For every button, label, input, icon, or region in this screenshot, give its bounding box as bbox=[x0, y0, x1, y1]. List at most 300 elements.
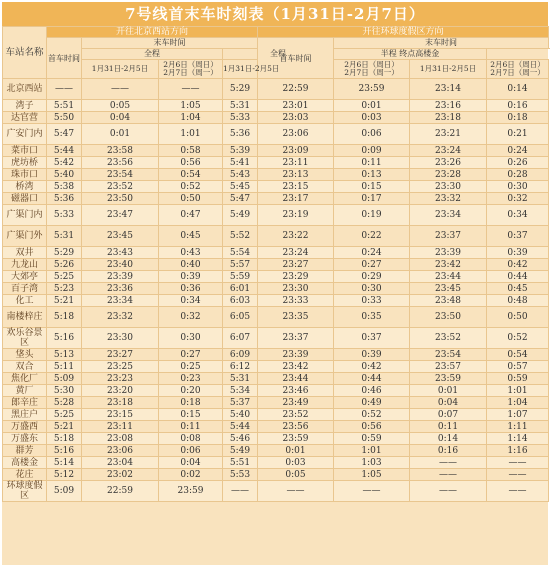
east-last-full-b: 0:44 bbox=[334, 373, 410, 385]
west-last-full-a: 23:39 bbox=[82, 271, 159, 283]
table-row bbox=[3, 295, 549, 307]
west-last-full-a: 23:50 bbox=[82, 193, 159, 205]
direction-west-header: 开往北京西站方向 bbox=[47, 27, 258, 38]
east-last-half-a: 23:48 bbox=[410, 295, 487, 307]
table-row bbox=[3, 169, 549, 181]
direction-east-header: 开往环球度假区方向 bbox=[258, 27, 549, 38]
east-last-full-a: 23:11 bbox=[258, 157, 334, 169]
east-first-train: 5:52 bbox=[223, 226, 258, 247]
west-last-full-a: 23:02 bbox=[82, 469, 159, 481]
west-last-full-a: 23:27 bbox=[82, 349, 159, 361]
table-row bbox=[3, 469, 549, 481]
east-first-train: 5:49 bbox=[223, 445, 258, 457]
east-first-train: 5:47 bbox=[223, 193, 258, 205]
east-last-full-b: 0:35 bbox=[334, 307, 410, 328]
west-first-train: 5:36 bbox=[47, 193, 82, 205]
west-first-train: 5:13 bbox=[47, 349, 82, 361]
east-last-half-b: —— bbox=[487, 469, 549, 481]
west-last-full-b: 0:27 bbox=[159, 349, 223, 361]
east-first-train: 6:03 bbox=[223, 295, 258, 307]
east-first-train: 5:40 bbox=[223, 409, 258, 421]
west-last-full-b: 0:06 bbox=[159, 445, 223, 457]
west-last-full-a: 0:04 bbox=[82, 112, 159, 124]
station-name: 九龙山 bbox=[3, 259, 47, 271]
east-first-train: 5:45 bbox=[223, 181, 258, 193]
east-last-full-b: 1:05 bbox=[334, 469, 410, 481]
east-last-full-a: 23:27 bbox=[258, 259, 334, 271]
east-last-half-a: 23:37 bbox=[410, 226, 487, 247]
east-last-half-a: 23:30 bbox=[410, 181, 487, 193]
west-last-full-b: 0:40 bbox=[159, 259, 223, 271]
west-last-full-a: 23:45 bbox=[82, 226, 159, 247]
east-last-half-b: 1:11 bbox=[487, 421, 549, 433]
east-last-half-b: 0:18 bbox=[487, 112, 549, 124]
east-last-half-a: 23:59 bbox=[410, 373, 487, 385]
west-first-train: 5:16 bbox=[47, 445, 82, 457]
east-last-full-b: 0:19 bbox=[334, 205, 410, 226]
east-first-train: 5:54 bbox=[223, 247, 258, 259]
east-last-full-b: 1:03 bbox=[334, 457, 410, 469]
west-first-train: 5:26 bbox=[47, 259, 82, 271]
east-last-half-a: —— bbox=[410, 469, 487, 481]
east-last-full-b: 0:33 bbox=[334, 295, 410, 307]
east-last-half-a: 0:11 bbox=[410, 421, 487, 433]
east-last-full-b: 0:52 bbox=[334, 409, 410, 421]
east-last-half-a: 23:57 bbox=[410, 361, 487, 373]
west-last-full-b: 0:32 bbox=[159, 307, 223, 328]
station-name: 双合 bbox=[3, 361, 47, 373]
west-last-full-b: 0:18 bbox=[159, 397, 223, 409]
east-last-full-a: 23:33 bbox=[258, 295, 334, 307]
east-last-full-a: 22:59 bbox=[258, 79, 334, 100]
east-last-full-b: 0:24 bbox=[334, 247, 410, 259]
west-last-full-b: 0:54 bbox=[159, 169, 223, 181]
west-last-full-a: 23:47 bbox=[82, 205, 159, 226]
station-name: 大郊亭 bbox=[3, 271, 47, 283]
east-first-train: 6:07 bbox=[223, 328, 258, 349]
east-first-train: 5:43 bbox=[223, 169, 258, 181]
east-last-half-b: 1:14 bbox=[487, 433, 549, 445]
east-last-full-b: 0:03 bbox=[334, 112, 410, 124]
east-last-full-a: 23:59 bbox=[258, 433, 334, 445]
east-last-half-b: 0:54 bbox=[487, 349, 549, 361]
east-last-full-b: 0:11 bbox=[334, 157, 410, 169]
table-row bbox=[3, 247, 549, 259]
east-last-full-a: 23:15 bbox=[258, 181, 334, 193]
east-last-half-b: —— bbox=[487, 457, 549, 469]
east-last-full-b: 0:46 bbox=[334, 385, 410, 397]
east-first-train: 5:34 bbox=[223, 385, 258, 397]
east-last-full-b: 0:39 bbox=[334, 349, 410, 361]
west-first-train: 5:50 bbox=[47, 112, 82, 124]
west-last-full-b: 0:39 bbox=[159, 271, 223, 283]
west-last-full-b: 0:34 bbox=[159, 295, 223, 307]
station-name: 北京西站 bbox=[3, 79, 47, 100]
west-last-full-a: 23:04 bbox=[82, 457, 159, 469]
west-last-full-a: 23:25 bbox=[82, 361, 159, 373]
station-name: 广渠门外 bbox=[3, 226, 47, 247]
east-first-train: —— bbox=[223, 481, 258, 502]
table-row bbox=[3, 271, 549, 283]
east-first-train: 5:49 bbox=[223, 205, 258, 226]
east-last-full-b: 0:06 bbox=[334, 124, 410, 145]
table-row bbox=[3, 349, 549, 361]
east-last-half-b: 0:30 bbox=[487, 181, 549, 193]
table-row bbox=[3, 157, 549, 169]
east-last-full-a: 23:09 bbox=[258, 145, 334, 157]
full-route-header-east: 全程 bbox=[223, 49, 334, 60]
east-first-train: 5:37 bbox=[223, 397, 258, 409]
east-last-full-a: 23:39 bbox=[258, 349, 334, 361]
east-last-half-b: 0:45 bbox=[487, 283, 549, 295]
east-last-half-b: 1:16 bbox=[487, 445, 549, 457]
west-last-full-b: 0:23 bbox=[159, 373, 223, 385]
east-last-full-a: 23:44 bbox=[258, 373, 334, 385]
west-last-full-a: 23:06 bbox=[82, 445, 159, 457]
west-first-train: 5:18 bbox=[47, 433, 82, 445]
west-last-full-a: 23:11 bbox=[82, 421, 159, 433]
east-last-half-b: 1:01 bbox=[487, 385, 549, 397]
table-row bbox=[3, 181, 549, 193]
east-last-half-b: 0:44 bbox=[487, 271, 549, 283]
east-last-half-a: 23:42 bbox=[410, 259, 487, 271]
west-first-train: 5:16 bbox=[47, 328, 82, 349]
east-last-full-b: 0:17 bbox=[334, 193, 410, 205]
east-last-full-a: 23:56 bbox=[258, 421, 334, 433]
table-row bbox=[3, 112, 549, 124]
west-first-train: 5:51 bbox=[47, 100, 82, 112]
station-name: 广渠门内 bbox=[3, 205, 47, 226]
west-first-train: 5:28 bbox=[47, 397, 82, 409]
east-last-full-a: 23:24 bbox=[258, 247, 334, 259]
east-last-full-b: 0:27 bbox=[334, 259, 410, 271]
east-last-full-a: 23:42 bbox=[258, 361, 334, 373]
table-row bbox=[3, 457, 549, 469]
east-first-train: 5:29 bbox=[223, 79, 258, 100]
east-first-train: 5:59 bbox=[223, 271, 258, 283]
station-name: 环球度假区 bbox=[3, 481, 47, 502]
east-last-half-b: 0:42 bbox=[487, 259, 549, 271]
table-row bbox=[3, 124, 549, 145]
east-last-half-a: 0:07 bbox=[410, 409, 487, 421]
east-last-half-a: —— bbox=[410, 481, 487, 502]
station-column-header: 车站名称 bbox=[3, 27, 47, 79]
east-last-full-b: 0:56 bbox=[334, 421, 410, 433]
station-name: 达官营 bbox=[3, 112, 47, 124]
east-last-half-a: 23:34 bbox=[410, 205, 487, 226]
west-last-full-b: 0:50 bbox=[159, 193, 223, 205]
west-last-full-a: 23:43 bbox=[82, 247, 159, 259]
west-first-train: 5:09 bbox=[47, 373, 82, 385]
station-name: 欢乐谷景区 bbox=[3, 328, 47, 349]
east-last-half-b: 0:32 bbox=[487, 193, 549, 205]
west-first-train: 5:38 bbox=[47, 181, 82, 193]
table-row bbox=[3, 433, 549, 445]
station-name: 双井 bbox=[3, 247, 47, 259]
east-last-full-b: 0:09 bbox=[334, 145, 410, 157]
table-row bbox=[3, 79, 549, 100]
date-range-a-header: 1月31日-2月5日 bbox=[410, 60, 487, 79]
date-range-a-header: 1月31日-2月5日 bbox=[223, 60, 258, 79]
west-last-full-a: 23:58 bbox=[82, 145, 159, 157]
east-last-half-b: 0:39 bbox=[487, 247, 549, 259]
east-first-train: 5:36 bbox=[223, 124, 258, 145]
east-first-train: 6:12 bbox=[223, 361, 258, 373]
east-last-half-b: 1:04 bbox=[487, 397, 549, 409]
station-name: 万盛西 bbox=[3, 421, 47, 433]
east-first-train: 5:31 bbox=[223, 373, 258, 385]
east-last-half-a: 23:32 bbox=[410, 193, 487, 205]
west-last-full-a: 23:34 bbox=[82, 295, 159, 307]
west-last-full-a: 23:32 bbox=[82, 307, 159, 328]
east-last-half-a: 23:26 bbox=[410, 157, 487, 169]
east-last-half-b: 0:34 bbox=[487, 205, 549, 226]
date-range-b-header: 2月6日（周日） 2月7日（周一） bbox=[334, 60, 410, 79]
east-first-train: 5:46 bbox=[223, 433, 258, 445]
east-last-full-a: 0:05 bbox=[258, 469, 334, 481]
west-first-train: 5:21 bbox=[47, 295, 82, 307]
full-route-header-west: 全程 bbox=[82, 49, 223, 60]
west-last-full-a: —— bbox=[82, 79, 159, 100]
last-train-header-west: 末车时间 bbox=[82, 38, 258, 49]
west-last-full-b: 0:04 bbox=[159, 457, 223, 469]
table-row bbox=[3, 100, 549, 112]
east-last-half-b: 0:26 bbox=[487, 157, 549, 169]
east-last-full-b: 0:30 bbox=[334, 283, 410, 295]
east-last-half-a: 23:14 bbox=[410, 79, 487, 100]
west-last-full-a: 23:15 bbox=[82, 409, 159, 421]
east-first-train: 5:51 bbox=[223, 457, 258, 469]
east-first-train: 5:39 bbox=[223, 145, 258, 157]
west-first-train: 5:44 bbox=[47, 145, 82, 157]
table-row bbox=[3, 307, 549, 328]
east-last-half-b: 0:37 bbox=[487, 226, 549, 247]
date-range-b-header: 2月6日（周日） 2月7日（周一） bbox=[487, 60, 549, 79]
table-row bbox=[3, 328, 549, 349]
west-last-full-b: 0:30 bbox=[159, 328, 223, 349]
west-first-train: 5:12 bbox=[47, 469, 82, 481]
east-last-half-a: 23:21 bbox=[410, 124, 487, 145]
east-last-half-a: 23:52 bbox=[410, 328, 487, 349]
station-name: 黑庄户 bbox=[3, 409, 47, 421]
east-last-full-b: 0:59 bbox=[334, 433, 410, 445]
east-first-train: 5:33 bbox=[223, 112, 258, 124]
station-name: 广安门内 bbox=[3, 124, 47, 145]
east-last-full-a: 23:49 bbox=[258, 397, 334, 409]
date-range-a-header: 1月31日-2月5日 bbox=[82, 60, 159, 79]
west-last-full-b: 0:08 bbox=[159, 433, 223, 445]
east-last-full-a: 23:35 bbox=[258, 307, 334, 328]
west-last-full-b: 0:52 bbox=[159, 181, 223, 193]
station-name: 花庄 bbox=[3, 469, 47, 481]
station-name: 百子湾 bbox=[3, 283, 47, 295]
east-last-half-a: 23:54 bbox=[410, 349, 487, 361]
east-last-half-a: 0:01 bbox=[410, 385, 487, 397]
station-name: 虎坊桥 bbox=[3, 157, 47, 169]
east-last-full-a: 23:46 bbox=[258, 385, 334, 397]
table-row bbox=[3, 283, 549, 295]
west-first-train: 5:47 bbox=[47, 124, 82, 145]
west-last-full-b: 1:01 bbox=[159, 124, 223, 145]
west-last-full-a: 22:59 bbox=[82, 481, 159, 502]
west-last-full-a: 23:54 bbox=[82, 169, 159, 181]
first-train-header-east: 首车时间 bbox=[258, 38, 334, 79]
west-last-full-a: 23:52 bbox=[82, 181, 159, 193]
east-last-full-a: 23:03 bbox=[258, 112, 334, 124]
last-train-header-east: 末车时间 bbox=[334, 38, 549, 49]
east-last-full-b: 0:15 bbox=[334, 181, 410, 193]
west-first-train: —— bbox=[47, 79, 82, 100]
west-first-train: 5:14 bbox=[47, 457, 82, 469]
table-row bbox=[3, 373, 549, 385]
east-last-full-b: —— bbox=[334, 481, 410, 502]
west-first-train: 5:29 bbox=[47, 247, 82, 259]
table-row bbox=[3, 193, 549, 205]
east-last-half-a: 23:44 bbox=[410, 271, 487, 283]
table-row bbox=[3, 397, 549, 409]
table-row bbox=[3, 409, 549, 421]
east-last-full-b: 1:01 bbox=[334, 445, 410, 457]
east-last-half-a: —— bbox=[410, 457, 487, 469]
west-last-full-b: 0:45 bbox=[159, 226, 223, 247]
east-last-full-b: 0:37 bbox=[334, 328, 410, 349]
table-row bbox=[3, 481, 549, 502]
east-first-train: 5:57 bbox=[223, 259, 258, 271]
station-name: 万盛东 bbox=[3, 433, 47, 445]
station-name: 桥湾 bbox=[3, 181, 47, 193]
west-first-train: 5:31 bbox=[47, 226, 82, 247]
west-last-full-b: 0:25 bbox=[159, 361, 223, 373]
station-name: 焦化厂 bbox=[3, 373, 47, 385]
station-name: 南楼梓庄 bbox=[3, 307, 47, 328]
west-last-full-b: 0:47 bbox=[159, 205, 223, 226]
station-name: 珠市口 bbox=[3, 169, 47, 181]
west-last-full-a: 23:08 bbox=[82, 433, 159, 445]
schedule-table bbox=[2, 26, 549, 502]
east-last-full-a: 23:30 bbox=[258, 283, 334, 295]
east-first-train: 5:44 bbox=[223, 421, 258, 433]
west-last-full-b: 0:43 bbox=[159, 247, 223, 259]
west-last-full-a: 0:01 bbox=[82, 124, 159, 145]
east-first-train: 6:09 bbox=[223, 349, 258, 361]
east-last-full-b: 23:59 bbox=[334, 79, 410, 100]
west-last-full-a: 23:23 bbox=[82, 373, 159, 385]
east-last-full-a: 23:29 bbox=[258, 271, 334, 283]
east-last-half-a: 23:45 bbox=[410, 283, 487, 295]
station-name: 菜市口 bbox=[3, 145, 47, 157]
west-first-train: 5:40 bbox=[47, 169, 82, 181]
east-last-full-a: 0:03 bbox=[258, 457, 334, 469]
east-last-half-a: 0:04 bbox=[410, 397, 487, 409]
first-train-header-west: 首车时间 bbox=[47, 38, 82, 79]
west-last-full-b: 0:58 bbox=[159, 145, 223, 157]
east-last-half-b: 0:28 bbox=[487, 169, 549, 181]
east-last-half-b: 0:21 bbox=[487, 124, 549, 145]
table-row bbox=[3, 205, 549, 226]
table-row bbox=[3, 259, 549, 271]
west-last-full-b: 0:56 bbox=[159, 157, 223, 169]
east-last-full-a: 23:19 bbox=[258, 205, 334, 226]
west-last-full-b: 23:59 bbox=[159, 481, 223, 502]
east-last-full-b: 0:49 bbox=[334, 397, 410, 409]
table-row bbox=[3, 421, 549, 433]
west-last-full-a: 23:36 bbox=[82, 283, 159, 295]
east-first-train: 5:31 bbox=[223, 100, 258, 112]
east-last-half-a: 23:16 bbox=[410, 100, 487, 112]
station-name: 垡头 bbox=[3, 349, 47, 361]
east-last-full-a: 23:13 bbox=[258, 169, 334, 181]
timetable bbox=[2, 2, 548, 565]
east-last-full-a: 23:52 bbox=[258, 409, 334, 421]
west-last-full-b: —— bbox=[159, 79, 223, 100]
date-range-b-header: 2月6日（周日） 2月7日（周一） bbox=[159, 60, 223, 79]
west-first-train: 5:11 bbox=[47, 361, 82, 373]
east-last-half-b: 0:59 bbox=[487, 373, 549, 385]
east-last-half-a: 0:16 bbox=[410, 445, 487, 457]
east-last-half-b: 0:52 bbox=[487, 328, 549, 349]
station-name: 化工 bbox=[3, 295, 47, 307]
east-last-half-b: 0:14 bbox=[487, 79, 549, 100]
east-last-full-b: 0:01 bbox=[334, 100, 410, 112]
east-last-full-b: 0:22 bbox=[334, 226, 410, 247]
station-name: 群芳 bbox=[3, 445, 47, 457]
west-first-train: 5:21 bbox=[47, 421, 82, 433]
east-last-half-a: 23:28 bbox=[410, 169, 487, 181]
west-last-full-a: 23:40 bbox=[82, 259, 159, 271]
east-last-half-b: 1:07 bbox=[487, 409, 549, 421]
station-name: 郎辛庄 bbox=[3, 397, 47, 409]
west-last-full-b: 1:05 bbox=[159, 100, 223, 112]
west-last-full-a: 23:30 bbox=[82, 328, 159, 349]
east-last-half-b: 0:57 bbox=[487, 361, 549, 373]
east-last-half-b: 0:16 bbox=[487, 100, 549, 112]
east-last-full-a: 0:01 bbox=[258, 445, 334, 457]
half-route-header: 半程 终点高楼金 bbox=[334, 49, 487, 60]
east-last-half-a: 23:24 bbox=[410, 145, 487, 157]
table-row bbox=[3, 145, 549, 157]
west-last-full-b: 1:04 bbox=[159, 112, 223, 124]
east-last-half-b: 0:50 bbox=[487, 307, 549, 328]
east-first-train: 6:05 bbox=[223, 307, 258, 328]
west-last-full-b: 0:02 bbox=[159, 469, 223, 481]
west-first-train: 5:42 bbox=[47, 157, 82, 169]
east-first-train: 6:01 bbox=[223, 283, 258, 295]
west-first-train: 5:30 bbox=[47, 385, 82, 397]
station-name: 磁器口 bbox=[3, 193, 47, 205]
west-last-full-b: 0:36 bbox=[159, 283, 223, 295]
east-last-half-b: —— bbox=[487, 481, 549, 502]
station-name: 湾子 bbox=[3, 100, 47, 112]
west-last-full-a: 23:18 bbox=[82, 397, 159, 409]
west-last-full-a: 23:20 bbox=[82, 385, 159, 397]
east-last-full-a: 23:37 bbox=[258, 328, 334, 349]
east-last-half-b: 0:24 bbox=[487, 145, 549, 157]
west-last-full-b: 0:11 bbox=[159, 421, 223, 433]
west-last-full-a: 23:56 bbox=[82, 157, 159, 169]
west-first-train: 5:25 bbox=[47, 409, 82, 421]
east-last-half-b: 0:48 bbox=[487, 295, 549, 307]
east-last-full-b: 0:29 bbox=[334, 271, 410, 283]
station-name: 黄厂 bbox=[3, 385, 47, 397]
west-first-train: 5:25 bbox=[47, 271, 82, 283]
east-last-full-a: 23:17 bbox=[258, 193, 334, 205]
east-last-half-a: 23:18 bbox=[410, 112, 487, 124]
west-first-train: 5:18 bbox=[47, 307, 82, 328]
west-first-train: 5:09 bbox=[47, 481, 82, 502]
east-last-full-b: 0:42 bbox=[334, 361, 410, 373]
east-last-full-a: 23:22 bbox=[258, 226, 334, 247]
table-row bbox=[3, 385, 549, 397]
